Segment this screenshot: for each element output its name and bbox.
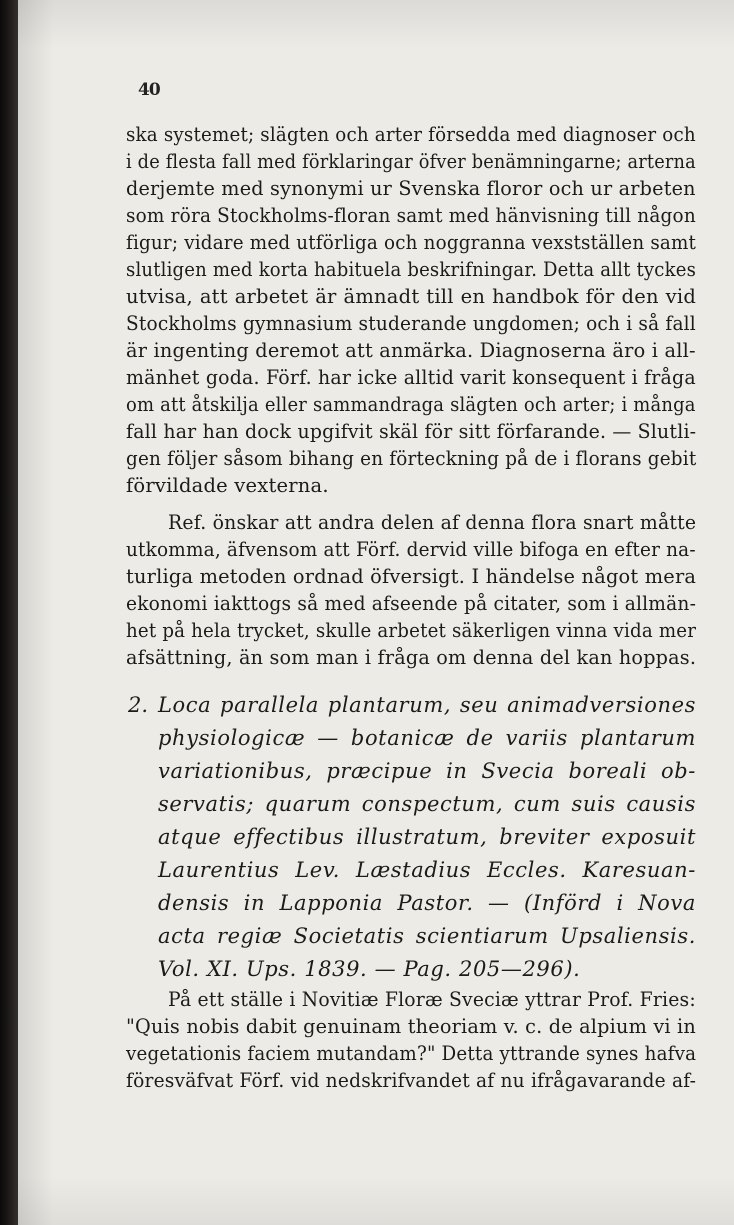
text-line: vegetationis faciem mutandam?" Detta yttrande synes hafva: [126, 1042, 697, 1065]
entry-title-line: servatis; quarum conspectum, cum suis causis: [158, 792, 696, 816]
page-number: 40: [138, 80, 160, 100]
text-line: i de flesta fall med förklaringar öfver benämningarne; arterna: [126, 150, 696, 173]
text-line: afsättning, än som man i fråga om denna del kan hoppas.: [126, 646, 697, 669]
entry-title-line: atque effectibus illustratum, breviter exposuit: [158, 825, 696, 849]
text-line: figur; vidare med utförliga och noggranna vexstställen samt: [126, 231, 697, 254]
text-line: fall har han dock upgifvit skäl för sitt förfarande. — Slutli-: [126, 420, 697, 443]
text-line: om att åtskilja eller sammandraga slägten och arter; i många: [126, 393, 696, 416]
entry-title-line: densis in Lapponia Pastor. — (Införd i Nova: [158, 891, 696, 915]
text-line: Ref. önskar att andra delen af denna flora snart måtte: [168, 511, 697, 534]
book-gutter-shadow: [0, 0, 20, 1225]
text-line: ekonomi iakttogs så med afseende på citater, som i allmän-: [126, 592, 697, 615]
text-line: som röra Stockholms-floran samt med hänvisning till någon: [126, 204, 696, 227]
page-sheet: [18, 0, 734, 1225]
text-line: turliga metoden ordnad öfversigt. I händelse något mera: [126, 565, 697, 588]
entry-title-line: acta regiæ Societatis scientiarum Upsaliensis.: [158, 924, 696, 948]
text-line: slutligen med korta habituela beskrifningar. Detta allt tyckes: [126, 258, 697, 281]
text-line: ska systemet; slägten och arter försedda med diagnoser och: [126, 123, 696, 146]
text-line: föresväfvat Förf. vid nedskrifvandet af nu ifrågavarande af-: [126, 1069, 697, 1092]
entry-title-line: variationibus, præcipue in Svecia boreali ob-: [158, 759, 696, 783]
text-line: derjemte med synonymi ur Svenska floror och ur arbeten: [126, 177, 696, 200]
entry-number: 2.: [128, 693, 149, 717]
text-line: utkomma, äfvensom att Förf. dervid ville bifoga en efter na-: [126, 538, 696, 561]
text-line: mänhet goda. Förf. har icke alltid varit konsequent i fråga: [126, 366, 696, 389]
text-line: utvisa, att arbetet är ämnadt till en handbok för den vid: [126, 285, 696, 308]
text-line: "Quis nobis dabit genuinam theoriam v. c. de alpium vi in: [126, 1015, 696, 1038]
text-line: förvildade vexterna.: [126, 474, 329, 497]
text-line: gen följer såsom bihang en förteckning på de i florans gebit: [126, 447, 697, 470]
text-line: Stockholms gymnasium studerande ungdomen; och i så fall: [126, 312, 696, 335]
text-line: På ett ställe i Novitiæ Floræ Sveciæ yttrar Prof. Fries:: [168, 988, 696, 1011]
entry-title-line: Vol. XI. Ups. 1839. — Pag. 205—296).: [158, 957, 581, 981]
entry-title-line: Loca parallela plantarum, seu animadversiones: [158, 693, 696, 717]
entry-title-line: physiologicæ — botanicæ de variis plantarum: [158, 726, 696, 750]
text-line: är ingenting deremot att anmärka. Diagnoserna äro i all-: [126, 339, 696, 362]
text-line: het på hela trycket, skulle arbetet säkerligen vinna vida mer: [126, 619, 697, 642]
entry-title-line: Laurentius Lev. Læstadius Eccles. Karesuan-: [158, 858, 696, 882]
